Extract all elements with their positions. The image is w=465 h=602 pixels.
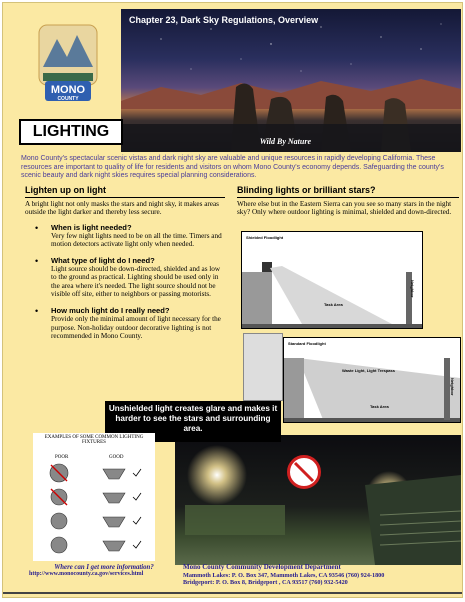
faq-question: • How much light do I really need?: [51, 306, 170, 316]
mammoth-address: Mammoth Lakes: P. O. Box 347, Mammoth Lakes, CA 93546 (760) 924-1800: [183, 571, 385, 579]
svg-text:COUNTY: COUNTY: [57, 96, 79, 102]
faq-item: [25, 306, 225, 340]
task-area-label: Task Area: [324, 302, 343, 307]
left-lead: A bright light not only masks the stars and night sky, it makes areas outside the light darker and thereby less secure.: [25, 200, 219, 217]
faq-item: [25, 256, 225, 298]
diagram-title: Standard Floodlight: [288, 341, 326, 346]
no-glare-icon: [287, 455, 321, 489]
lighting-heading: LIGHTING: [19, 119, 123, 145]
divider: [25, 197, 225, 198]
task-area-label: Task Area: [370, 404, 389, 409]
bottom-rule: [3, 592, 463, 594]
faq-answer: Provide only the minimal amount of light necessary for the purpose. Non-holiday outdoor decorative lighting is not recommended in Mono County.: [51, 315, 221, 340]
mono-county-logo: [37, 23, 99, 103]
flyer-page: [2, 2, 463, 598]
neighbor-label: Neighbor: [410, 280, 415, 298]
intro-paragraph: Mono County's spectacular scenic vistas and dark night sky are valuable and unique resources in rapidly developing California. These resources are important to quality of life for residents and visitors on whom Mono County's economy depends. Safeguarding the county's scenic beauty and dark night skies requires special planning considerations.: [21, 155, 444, 180]
glare-caption: Unshielded light creates glare and makes it harder to see the stars and surrounding area.: [105, 401, 281, 442]
stars-and-tufa-art: [121, 9, 461, 152]
faq-item: [25, 223, 225, 249]
fixture-photo: [243, 333, 283, 401]
waste-light-label: Waste Light, Light Trespass: [342, 368, 395, 373]
right-lead: Where else but in the Eastern Sierra can you see so many stars in the night sky? Only where outdoor lighting is minimal, shielded and down-directed.: [237, 200, 452, 217]
fixtures-title: EXAMPLES OF SOME COMMON LIGHTING FIXTURES: [44, 435, 144, 445]
faq-list: [25, 223, 225, 341]
faq-answer: Light source should be down-directed, shielded and as low to the ground as practical. Lighting should be used only in the area where it's needed. The light source should not be visible off site, either to neighbors or passing motorists.: [51, 265, 221, 299]
info-url[interactable]: http://www.monocounty.ca.gov/services.html: [29, 571, 144, 577]
shielded-floodlight-diagram: [241, 231, 423, 329]
info-question: Where can I get more information?: [54, 564, 154, 571]
diagram-title: Shielded Floodlight: [246, 235, 284, 240]
right-heading: Blinding lights or brilliant stars?: [237, 185, 376, 195]
left-column: [25, 185, 225, 348]
faq-question: • When is light needed?: [51, 222, 132, 232]
fixtures-chart: [33, 433, 155, 561]
faq-question: • What type of light do I need?: [51, 256, 155, 266]
footer-info: [29, 564, 179, 577]
divider: [237, 197, 459, 198]
neighbor-label: Neighbor: [450, 378, 455, 396]
footer-contacts: [183, 564, 453, 587]
svg-text:MONO: MONO: [50, 84, 86, 96]
unshielded-light-photo: [175, 435, 461, 565]
dept-name: Mono County Community Development Department: [183, 563, 341, 571]
poor-label: POOR: [55, 455, 69, 460]
faq-answer: Very few night lights need to be on all the time. Timers and motion detectors activate light only when needed.: [51, 231, 222, 248]
left-heading: Lighten up on light: [25, 185, 106, 195]
fixture-icons: [33, 461, 155, 561]
hero-night-sky-photo: [121, 9, 461, 152]
right-column: [237, 185, 459, 217]
good-label: GOOD: [109, 455, 124, 460]
tagline: Wild By Nature: [259, 137, 311, 146]
chapter-title: Chapter 23, Dark Sky Regulations, Overview: [129, 15, 319, 25]
standard-floodlight-diagram: [283, 337, 461, 423]
bridgeport-address: Bridgeport: P. O. Box 8, Bridgeport , CA 93517 (760) 932-5420: [183, 579, 348, 586]
